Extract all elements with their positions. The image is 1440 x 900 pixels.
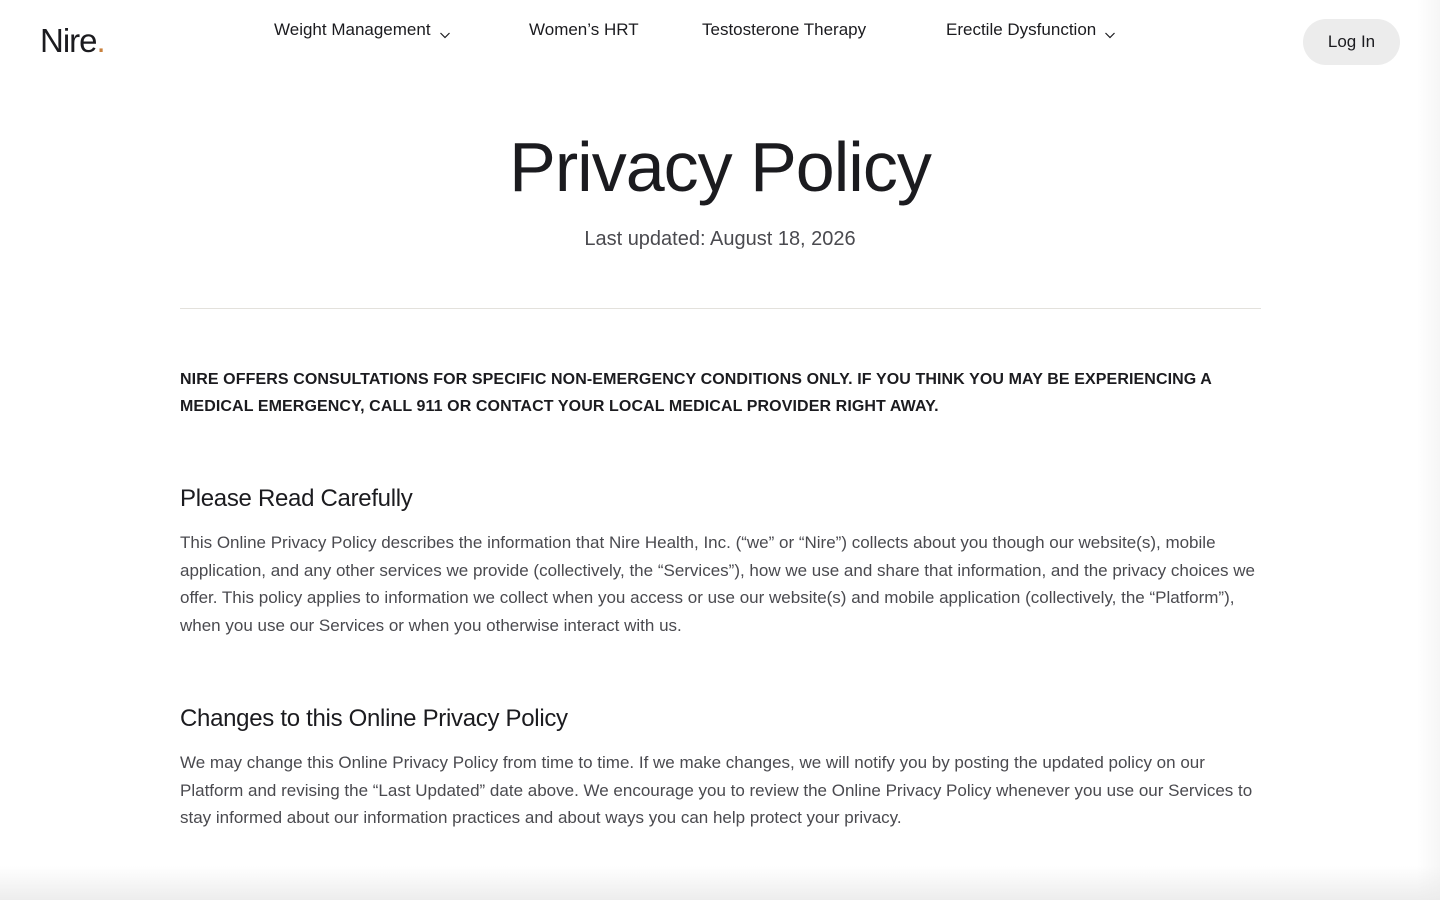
nav-womens-hrt-label: Women’s HRT <box>529 20 639 39</box>
section-body-changes: We may change this Online Privacy Policy from time to time. If we make changes, we will notify you by posting the updated policy on our Platform and revising the “Last Updated” date above. We encourage you to review the Online Privacy Policy whenever you use our Services to stay informed about our information practices and about ways you can help protect your privacy. <box>180 753 1253 827</box>
last-updated: Last updated: August 18, 2026 <box>584 228 856 250</box>
emergency-notice: NIRE OFFERS CONSULTATIONS FOR SPECIFIC NON-EMERGENCY CONDITIONS ONLY. IF YOU THINK YOU MAY BE EXPERIENCING A MEDICAL EMERGENCY, CALL 911 OR CONTACT YOUR LOCAL MEDICAL PROVIDER RIGHT AWAY. <box>180 371 1212 415</box>
nav-testosterone-therapy[interactable] <box>702 18 866 42</box>
nav-weight-management[interactable] <box>274 18 451 42</box>
divider <box>180 308 1261 309</box>
chevron-down-icon <box>439 24 451 36</box>
logo-dot: . <box>96 22 105 59</box>
section-body-read-carefully: This Online Privacy Policy describes the information that Nire Health, Inc. (“we” or “Nire”) collects about you though our website(s), mobile application, and any other services we provide (collectively, the “Services”), how we use and share that information, and the privacy choices we offer. This policy applies to information we collect when you access or use our website(s) and mobile application (collectively, the “Platform”), when you use our Services or when you otherwise interact with us. <box>180 533 1255 635</box>
bottom-fade <box>0 866 1440 900</box>
page-title: Privacy Policy <box>509 128 931 206</box>
nav-weight-management-label: Weight Management <box>274 20 431 39</box>
nav-testosterone-therapy-label: Testosterone Therapy <box>702 20 867 39</box>
logo-text: Nire <box>40 22 97 59</box>
nav-erectile-dysfunction-label: Erectile Dysfunction <box>946 20 1097 39</box>
chevron-down-icon <box>1104 24 1116 36</box>
section-title-read-carefully: Please Read Carefully <box>180 485 413 512</box>
nav-erectile-dysfunction[interactable] <box>946 18 1116 42</box>
section-title-changes: Changes to this Online Privacy Policy <box>180 705 568 732</box>
site-header <box>0 0 1440 86</box>
login-button[interactable]: Log In <box>1303 19 1400 65</box>
nav-womens-hrt[interactable] <box>529 18 639 42</box>
nire-logo[interactable] <box>40 24 105 57</box>
